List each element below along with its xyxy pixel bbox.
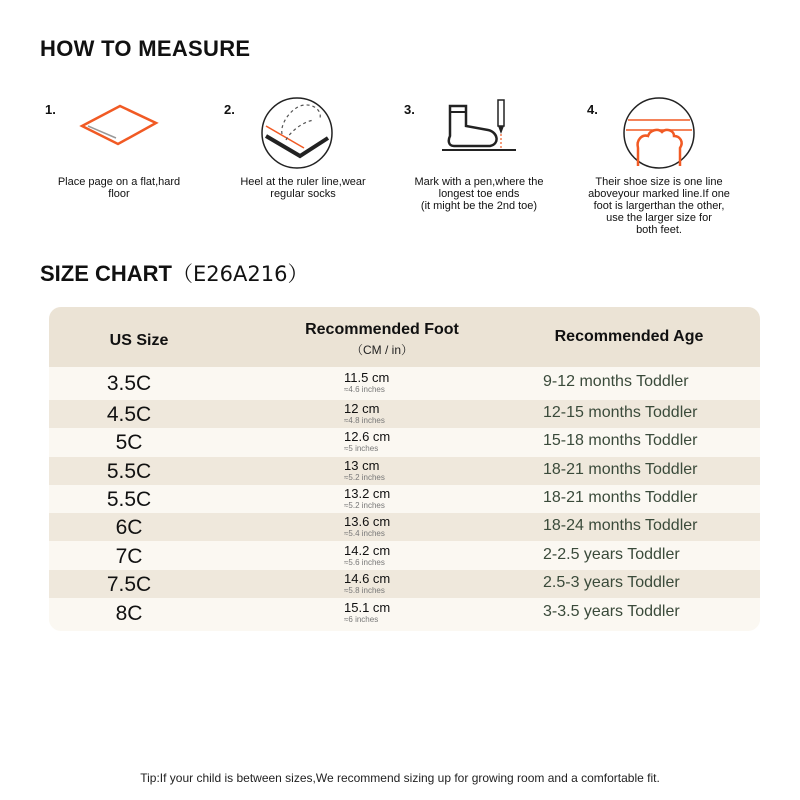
step-1-text: Place page on a flat,hard floor [57, 176, 181, 200]
size-cell: 5.5C [106, 460, 152, 483]
header-recommended-age: Recommended Age [554, 328, 704, 345]
size-cell: 7.5C [106, 573, 152, 596]
sizing-tip: Tip:If your child is between sizes,We recommend sizing up for growing room and a comfortable fit. [140, 771, 660, 785]
foot-inches-cell: ≈4.8 inches [344, 416, 385, 425]
table-row [49, 542, 760, 570]
toe-line-icon [622, 96, 696, 170]
size-cell: 4.5C [106, 403, 152, 426]
header-foot-units: （CM / in） [350, 343, 413, 357]
sock-and-pen-icon [440, 96, 520, 156]
step-3-text: Mark with a pen,where the longest toe ends (it might be the 2nd toe) [414, 176, 544, 212]
step-2-text: Heel at the ruler line,wear regular socks [240, 176, 366, 200]
age-cell: 18-21 months Toddler [543, 461, 698, 478]
table-row [49, 599, 760, 627]
age-cell: 12-15 months Toddler [543, 404, 698, 421]
size-chart-title-text: SIZE CHART [40, 261, 172, 286]
size-chart-title [40, 258, 308, 288]
size-cell: 6C [115, 516, 143, 539]
foot-cm-cell: 13.2 cm [344, 486, 391, 501]
foot-cm-cell: 12 cm [344, 401, 380, 416]
table-row [49, 570, 760, 598]
size-chart-code: （E26A216） [172, 262, 309, 286]
size-table-header [49, 307, 760, 367]
size-table [49, 307, 760, 631]
age-cell: 18-21 months Toddler [543, 489, 698, 506]
step-4-number: 4. [587, 102, 598, 117]
foot-inches-cell: ≈5 inches [344, 444, 379, 453]
table-row [49, 513, 760, 541]
step-2-number: 2. [224, 102, 235, 117]
foot-cm-cell: 11.5 cm [344, 370, 390, 385]
how-to-measure-title: HOW TO MEASURE [40, 36, 251, 61]
foot-inches-cell: ≈5.2 inches [344, 473, 385, 482]
step-3-number: 3. [404, 102, 415, 117]
age-cell: 2.5-3 years Toddler [543, 574, 680, 591]
age-cell: 9-12 months Toddler [543, 373, 689, 390]
size-cell: 5.5C [106, 488, 152, 511]
foot-inches-cell: ≈5.2 inches [344, 501, 385, 510]
size-cell: 5C [115, 431, 143, 454]
header-us-size: US Size [109, 332, 169, 349]
step-1-number: 1. [45, 102, 56, 117]
age-cell: 3-3.5 years Toddler [543, 603, 680, 620]
table-row [49, 400, 760, 428]
foot-cm-cell: 15.1 cm [344, 600, 391, 615]
age-cell: 2-2.5 years Toddler [543, 546, 680, 563]
foot-inches-cell: ≈6 inches [344, 615, 379, 624]
size-cell: 3.5C [106, 372, 152, 395]
heel-on-ruler-icon [260, 96, 334, 170]
paper-on-floor-icon [78, 96, 160, 156]
foot-inches-cell: ≈5.4 inches [344, 529, 385, 538]
table-row [49, 428, 760, 456]
table-row [49, 457, 760, 485]
age-cell: 15-18 months Toddler [543, 432, 698, 449]
step-4-text: Their shoe size is one line aboveyour marked line.If one foot is largerthan the other, use the larger size for both feet. [588, 176, 730, 236]
foot-inches-cell: ≈5.6 inches [344, 558, 385, 567]
size-cell: 7C [115, 545, 143, 568]
foot-inches-cell: ≈5.8 inches [344, 586, 385, 595]
table-row [49, 485, 760, 513]
size-cell: 8C [115, 602, 143, 625]
foot-cm-cell: 14.6 cm [344, 571, 391, 586]
foot-cm-cell: 13.6 cm [344, 514, 391, 529]
foot-inches-cell: ≈4.6 inches [344, 385, 385, 394]
foot-cm-cell: 12.6 cm [344, 429, 391, 444]
table-row [49, 369, 760, 397]
age-cell: 18-24 months Toddler [543, 517, 698, 534]
header-recommended-foot: Recommended Foot [305, 321, 459, 338]
foot-cm-cell: 14.2 cm [344, 543, 391, 558]
foot-cm-cell: 13 cm [344, 458, 380, 473]
